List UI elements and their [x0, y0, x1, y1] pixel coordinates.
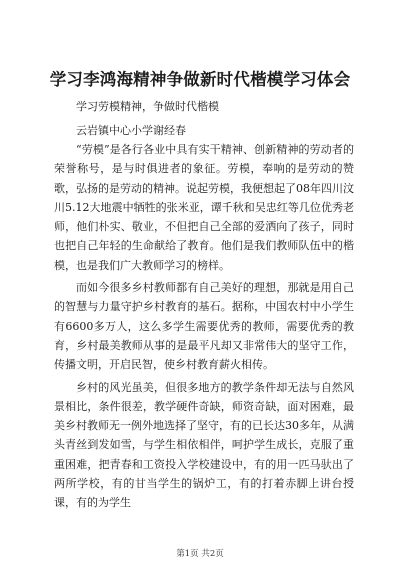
document-subtitle: 学习劳模精神，争做时代楷模 [76, 100, 219, 113]
page-footer: 第1页 共2页 [176, 549, 224, 559]
body-paragraph: “劳模”是各行各业中具有实干精神、创新精神的劳动者的荣誉称号，是与时俱进者的象征。劳模，奉响的是劳动的赞歌，弘扬的是劳动的精神。说起劳模，我便想起了08年四川汶川5.12大地震中牺牲的张米亚，谭千秋和吴忠红等几位优秀老师，他们朴实、敬业，不但把自己全部的爱洒向了孩子，同时也把自己年轻的生命献给了教育。他们是我们教师队伍中的楷模，也是我们广大教师学习的榜样。 [54, 143, 354, 272]
document-body [54, 140, 354, 513]
body-paragraph: 而如今很多乡村教师都有自己美好的理想，那就是用自己的智慧与力量守护乡村教育的基石。据称，中国农村中小学生有6600多万人，这么多学生需要优秀的教师，需要优秀的教育，乡村最美教师从事的是最平凡却又非常伟大的坚守工作，传播文明，开启民智，使乡村教育薪火相传。 [54, 281, 354, 372]
body-paragraph: 乡村的风光虽美，但很多地方的教学条件却无法与自然风景相比，条件很差，教学硬件奇缺，师资奇缺，面对困难，最美乡村教师无一例外地选择了坚守，有的已长达30多年，从满头青丝到发如雪，与学生相依相伴，呵护学生成长，克服了重重困难，把青春和工资投入学校建设中，有的用一匹马驮出了两所学校，有的甘当学生的锅炉工，有的打着赤脚上讲台授课，有的为学生 [54, 380, 354, 510]
document-title: 学习李鸿海精神争做新时代楷模学习体会 [49, 70, 351, 89]
document-author: 云岩镇中心小学谢经春 [76, 124, 186, 137]
